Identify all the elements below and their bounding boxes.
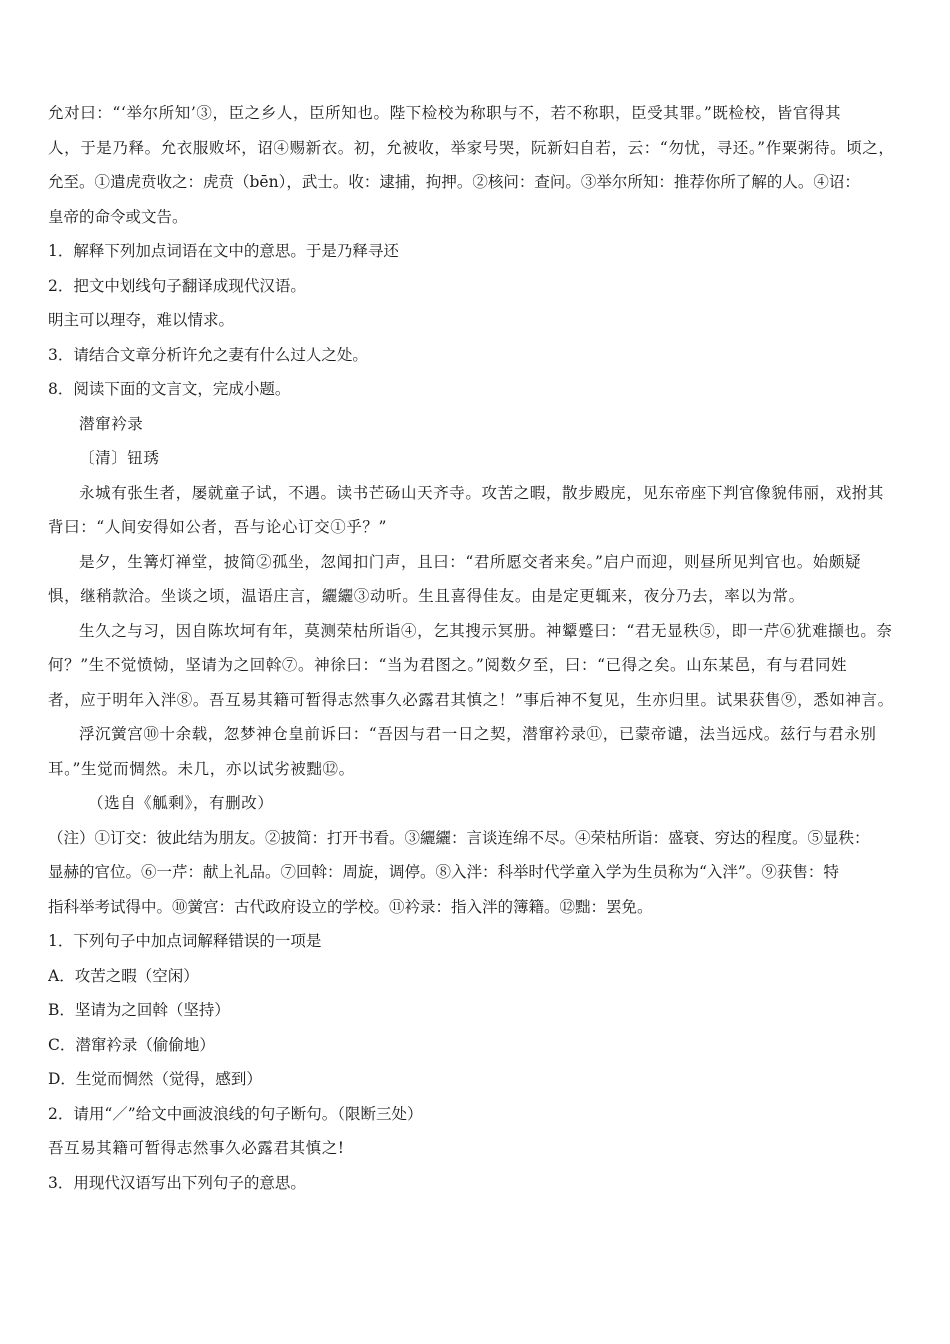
question-8-prompt: 8．阅读下面的文言文，完成小题。	[48, 380, 291, 398]
passage-line: 耳。”生觉而惆然。未几，亦以试劣被黜⑫。	[48, 759, 355, 778]
question-2: 2．把文中划线句子翻译成现代汉语。	[48, 276, 306, 295]
question-1: 1．解释下列加点词语在文中的意思。于是乃释寻还	[48, 242, 399, 260]
option-a: A．攻苦之暇（空闲）	[48, 966, 199, 985]
passage-line: 人，于是乃释。允衣服败坏，诏④赐新衣。初，允被收，举家号哭，阮新妇自若，云：“勿忧，寻还。”作粟粥待。顷之，	[48, 138, 895, 157]
passage-title: 潜窜衿录	[79, 414, 144, 433]
passage-line: 是夕，生篝灯禅堂，披简②孤坐，忽闻扣门声，且曰：“君所愿交者来矣。”启户而迎，则昼所见判官也。始颇疑	[79, 552, 862, 571]
passage-author: 〔清〕钮琇	[79, 449, 160, 467]
notes-line: （注）①订交：彼此结为朋友。②披简：打开书看。③纚纚：言谈连绵不尽。④荣枯所诣：盛衰、穷达的程度。⑤显秩：	[48, 828, 870, 847]
passage-line: 允对曰：“‘举尔所知’③，臣之乡人，臣所知也。陛下检校为称职与不，若不称职，臣受其罪。”既检校，皆官得其	[48, 104, 842, 122]
sentence-to-punctuate: 吾互易其籍可暂得志然事久必露君其慎之!	[48, 1139, 345, 1157]
notes-line: 指科举考试得中。⑩黉宫：古代政府设立的学校。⑪衿录：指入泮的簿籍。⑫黜：罢免。	[48, 897, 653, 916]
question-3: 3．请结合文章分析许允之妻有什么过人之处。	[48, 345, 368, 364]
passage-line: 何？”生不觉愤恸，坚请为之回斡⑦。神徐曰：“当为君图之。”阅数夕至，曰：“已得之矣。山东某邑，有与君同姓	[48, 656, 848, 674]
translate-sentence: 明主可以理夺，难以情求。	[48, 311, 235, 329]
notes-line: 显赫的官位。⑥一芹：献上礼品。⑦回斡：周旋，调停。⑧入泮：科举时代学童入学为生员称为“入泮”。⑨获售：特	[48, 863, 839, 881]
passage-line: 浮沉黉宫⑩十余载，忽梦神仓皇前诉曰：“吾因与君一日之契，潜窜衿录⑪，已蒙帝谴，法当远戍。兹行与君永别	[79, 725, 877, 743]
annotation-line: 允至。①遣虎贲收之：虎贲（bēn），武士。收：逮捕，拘押。②核问：查问。③举尔所知：推荐你所了解的人。④诏：	[48, 173, 860, 191]
passage-source: （选自《觚剩》，有删改）	[88, 794, 274, 812]
annotation-line: 皇帝的命令或文告。	[48, 207, 188, 226]
passage-line: 惧，继稍款洽。坐谈之顷，温语庄言，纚纚③动听。生且喜得佳友。由是定更辄来，夜分乃去，率以为常。	[48, 587, 805, 605]
subquestion-2-prompt: 2．请用“／”给文中画波浪线的句子断句。（限断三处）	[48, 1104, 423, 1123]
subquestion-1-prompt: 1．下列句子中加点词解释错误的一项是	[48, 932, 322, 950]
subquestion-3-prompt: 3．用现代汉语写出下列句子的意思。	[48, 1173, 306, 1192]
passage-line: 永城有张生者，屡就童子试，不遇。读书芒砀山天齐寺。攻苦之暇，散步殿庑，见东帝座下判官像貌伟丽，戏拊其	[79, 483, 885, 502]
passage-line: 者，应于明年入泮⑧。吾互易其籍可暂得志然事久必露君其慎之！”事后神不复见，生亦归里。试果获售⑨，悉如神言。	[48, 690, 894, 709]
option-d: D．生觉而惆然（觉得，感到）	[48, 1070, 262, 1088]
option-c: C．潜窜衿录（偷偷地）	[48, 1035, 215, 1054]
option-b: B．坚请为之回斡（坚持）	[48, 1001, 230, 1019]
passage-line: 背曰：“人间安得如公者，吾与论心订交①乎？”	[48, 518, 388, 536]
document-page	[48, 96, 910, 1200]
passage-line: 生久之与习，因自陈坎坷有年，莫测荣枯所诣④，乞其搜示冥册。神颦蹙曰：“君无显秩⑤，即一芹⑥犹难撷也。奈	[79, 621, 893, 640]
